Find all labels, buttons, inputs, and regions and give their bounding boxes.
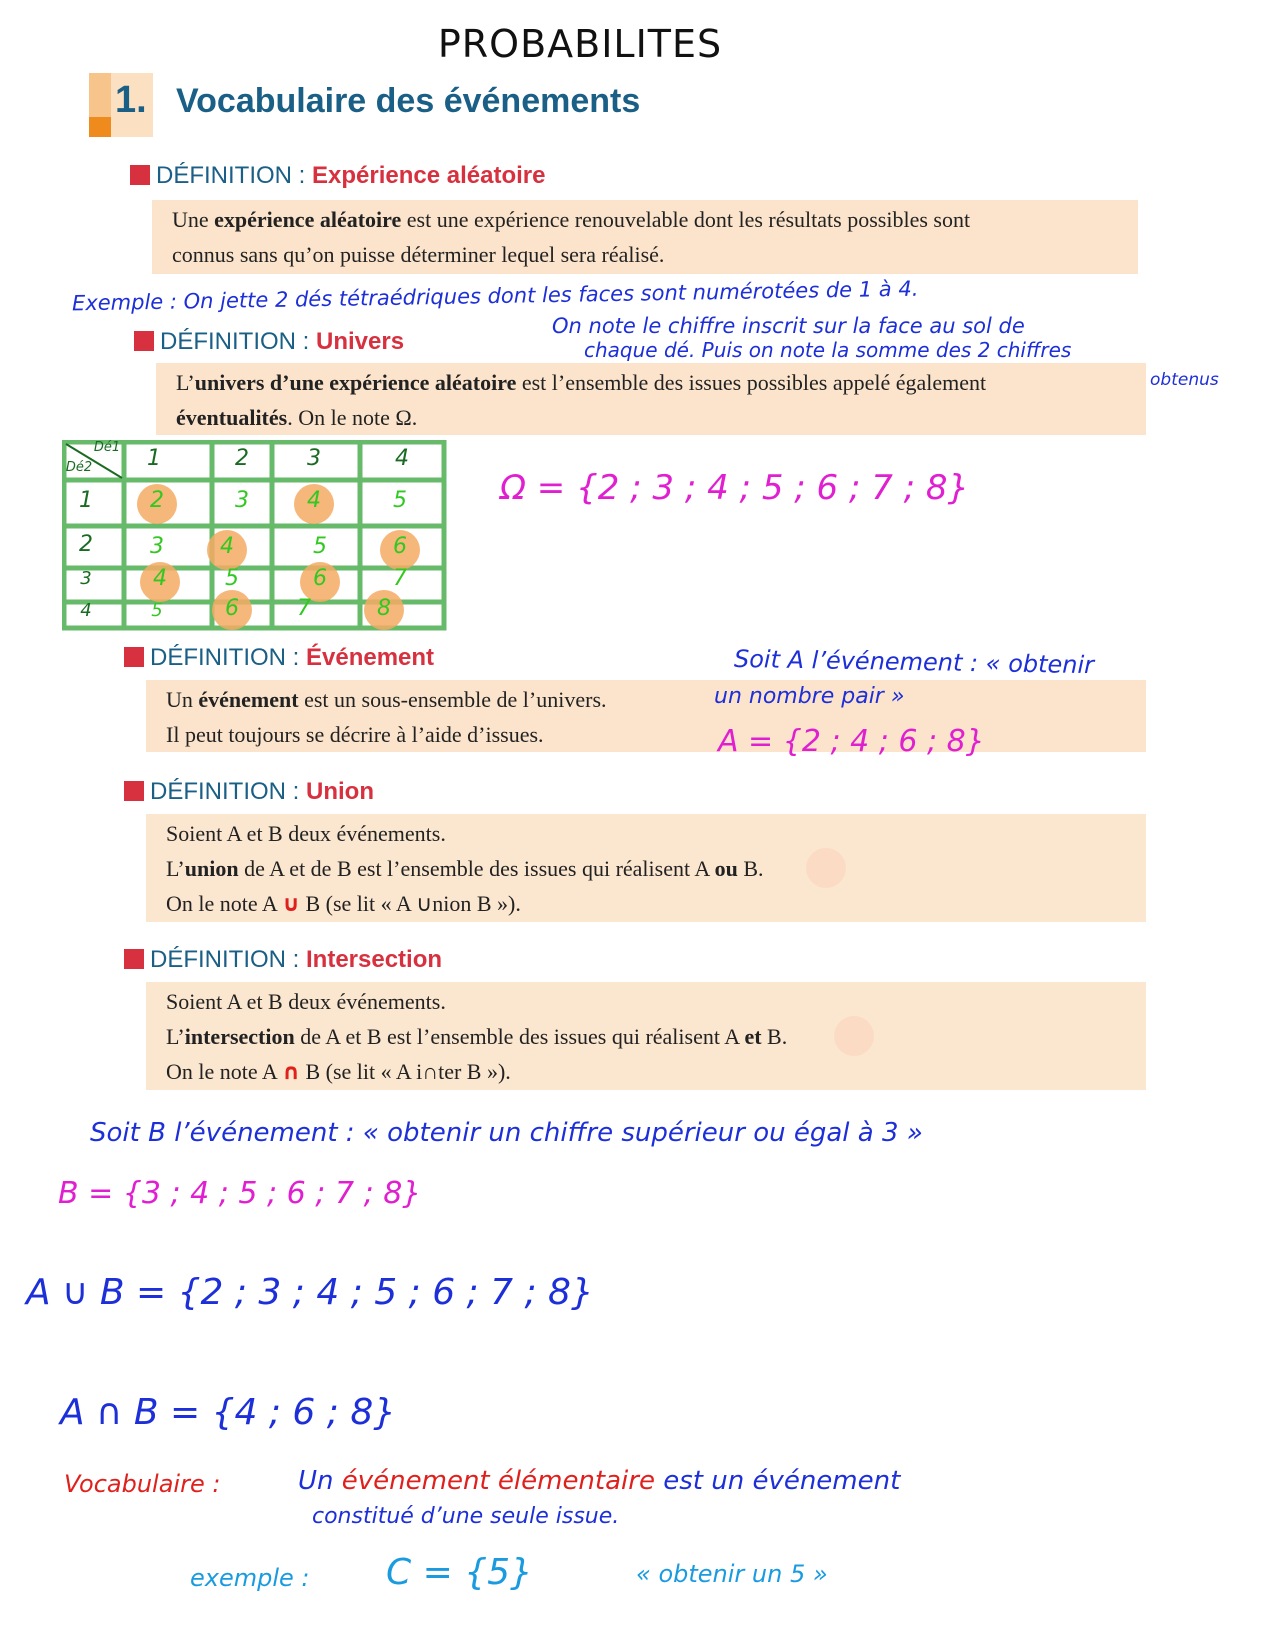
definition-line: L’union de A et de B est l’ensemble des issues qui réalisent A ou B.: [166, 856, 764, 881]
definition-heading: [124, 644, 434, 672]
square-bullet-icon: [130, 165, 150, 185]
handwritten-set-b: B = {3 ; 4 ; 5 ; 6 ; 7 ; 8}: [58, 1176, 422, 1211]
handwritten-example: Exemple : On jette 2 dés tétraédriques dont les faces sont numérotées de 1 à 4.: [71, 276, 919, 316]
table-cell: 5: [151, 600, 163, 621]
definition-keyword: Événement: [306, 644, 435, 671]
table-cell: 4: [153, 566, 167, 591]
definition-heading: [124, 778, 374, 806]
table-cell: 2: [150, 488, 164, 513]
table-cell: 6: [225, 596, 239, 621]
handwritten-set-a: A = {2 ; 4 ; 6 ; 8}: [718, 724, 985, 759]
square-bullet-icon: [124, 781, 144, 801]
table-cell: 6: [313, 566, 327, 591]
table-cell: 7: [393, 566, 407, 591]
definition-box: [152, 200, 1138, 274]
handwritten-event-a: Soit A l’événement : « obtenir: [733, 644, 1095, 680]
handwritten-set-c: C = {5}: [386, 1552, 533, 1593]
definition-heading: [134, 328, 404, 356]
definition-box: [156, 363, 1146, 435]
handwritten-event-a: un nombre pair »: [714, 684, 905, 709]
definition-line: Soient A et B deux événements.: [166, 989, 446, 1014]
table-cell: 4: [220, 534, 234, 559]
definition-line: Il peut toujours se décrire à l’aide d’issues.: [166, 722, 544, 747]
handwritten-intersection: A ∩ B = {4 ; 6 ; 8}: [60, 1392, 397, 1433]
row-header: 1: [79, 488, 93, 513]
definition-prefix: DÉFINITION :: [150, 946, 306, 973]
table-corner-label: Dé2: [65, 460, 93, 475]
row-header: 4: [80, 600, 92, 621]
definition-prefix: DÉFINITION :: [150, 778, 306, 805]
definition-keyword: Intersection: [306, 946, 443, 973]
section-title: Vocabulaire des événements: [176, 82, 641, 120]
badge-block: [89, 117, 111, 137]
definition-line: On le note A ∪ B (se lit « A ∪nion B »).: [166, 891, 521, 917]
definition-line: Un événement est un sous-ensemble de l’univers.: [166, 687, 607, 712]
vocab-label: Vocabulaire :: [64, 1470, 221, 1498]
definition-line: connus sans qu’on puisse déterminer lequel sera réalisé.: [172, 242, 665, 267]
square-bullet-icon: [124, 647, 144, 667]
dice-sum-table: [62, 440, 447, 632]
handwritten-union: A ∪ B = {2 ; 3 ; 4 ; 5 ; 6 ; 7 ; 8}: [26, 1272, 594, 1313]
definition-box: [146, 680, 1146, 752]
definition-keyword: Expérience aléatoire: [312, 162, 546, 189]
column-header: 1: [147, 446, 161, 471]
row-header: 3: [80, 568, 92, 589]
handwritten-example: On note le chiffre inscrit sur la face au sol de: [552, 314, 1025, 338]
definition-line: On le note A ∩ B (se lit « A i∩ter B »).: [166, 1059, 511, 1085]
definition-line: éventualités. On le note Ω.: [176, 405, 418, 430]
vocab-definition: Un événement élémentaire est un événement: [298, 1466, 901, 1496]
definition-heading: [124, 946, 442, 974]
square-bullet-icon: [134, 331, 154, 351]
column-header: 3: [307, 446, 321, 471]
table-cell: 5: [313, 534, 327, 559]
handwritten-example: chaque dé. Puis on note la somme des 2 chiffres: [584, 338, 1072, 362]
table-corner-label: Dé1: [93, 440, 121, 455]
table-cell: 6: [393, 534, 407, 559]
definition-box: [146, 982, 1146, 1090]
definition-prefix: DÉFINITION :: [150, 644, 306, 671]
table-cell: 4: [307, 488, 321, 513]
handwritten-example: obtenus: [1150, 370, 1219, 390]
definition-keyword: Union: [306, 778, 374, 805]
column-header: 2: [235, 446, 249, 471]
row-header: 2: [79, 532, 93, 557]
vocab-definition: constitué d’une seule issue.: [312, 1504, 620, 1529]
example-label: exemple :: [190, 1564, 310, 1592]
table-cell: 8: [377, 596, 391, 621]
handwritten-omega-set: Ω = {2 ; 3 ; 4 ; 5 ; 6 ; 7 ; 8}: [500, 468, 970, 508]
definition-heading: [130, 162, 545, 190]
square-bullet-icon: [124, 949, 144, 969]
section-number-badge: [89, 73, 153, 137]
definition-prefix: DÉFINITION :: [160, 328, 316, 355]
page-title: PROBABILITES: [437, 22, 723, 66]
definition-line: Une expérience aléatoire est une expérience renouvelable dont les résultats possibles sont: [172, 207, 971, 232]
definition-keyword: Univers: [316, 328, 405, 355]
column-header: 4: [395, 446, 409, 471]
definition-line: Soient A et B deux événements.: [166, 821, 446, 846]
section-number: 1.: [115, 79, 147, 121]
table-cell: 7: [297, 596, 311, 621]
table-cell: 3: [150, 534, 164, 559]
definition-box: [146, 814, 1146, 922]
table-cell: 3: [235, 488, 249, 513]
definition-prefix: DÉFINITION :: [156, 162, 312, 189]
definition-line: L’univers d’une expérience aléatoire est l’ensemble des issues possibles appelé également: [176, 370, 987, 395]
definition-line: L’intersection de A et B est l’ensemble des issues qui réalisent A et B.: [166, 1024, 788, 1049]
table-cell: 5: [225, 566, 239, 591]
handwritten-event-b: Soit B l’événement : « obtenir un chiffre supérieur ou égal à 3 »: [90, 1118, 923, 1148]
handwritten-set-c-description: « obtenir un 5 »: [636, 1560, 828, 1588]
table-cell: 5: [393, 488, 407, 513]
